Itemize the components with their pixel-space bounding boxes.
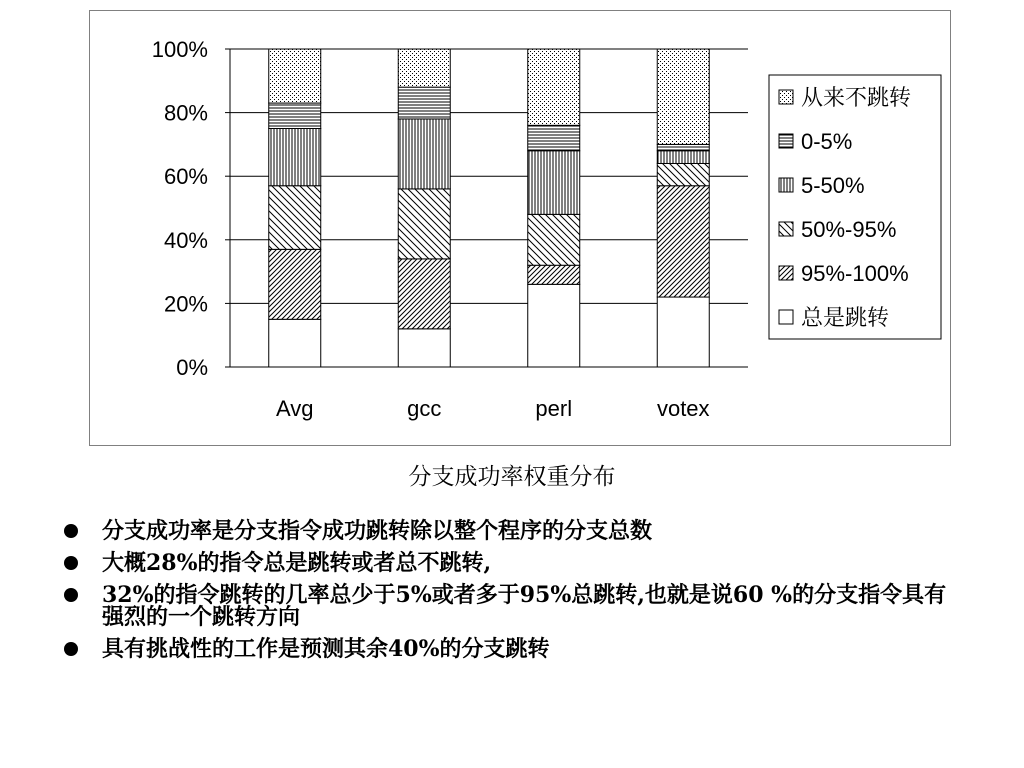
y-tick-label: 100% — [151, 37, 208, 62]
bar-segment — [528, 151, 580, 215]
bar-segment — [269, 129, 321, 186]
bar-segment — [528, 214, 580, 265]
legend-swatch — [779, 178, 793, 192]
bar-segment — [657, 49, 709, 144]
bar-segment — [398, 49, 450, 87]
bullet-list — [62, 520, 962, 670]
legend-swatch — [779, 90, 793, 104]
legend-label: 5-50% — [801, 173, 865, 198]
legend-box — [769, 75, 941, 339]
bar-segment — [269, 103, 321, 128]
bar-segment — [398, 329, 450, 367]
bullet-icon — [64, 556, 78, 570]
bar-segment — [269, 49, 321, 103]
y-tick-label: 20% — [163, 291, 208, 317]
legend-swatch — [779, 222, 793, 236]
bar-segment — [269, 249, 321, 319]
x-tick-label: votex — [656, 396, 710, 421]
bar-segment — [657, 163, 709, 185]
bullet-item — [62, 520, 962, 542]
y-tick-label: 0% — [176, 355, 208, 380]
legend-swatch — [779, 310, 793, 324]
legend-label: 50%-95% — [801, 217, 897, 242]
bar-segment — [528, 284, 580, 367]
bar-segment — [269, 186, 321, 250]
bar-segment — [528, 265, 580, 284]
bullet-icon — [64, 524, 78, 538]
chart-caption: 分支成功率权重分布 — [408, 464, 616, 490]
y-tick-label: 60% — [163, 164, 208, 190]
legend-label: 0-5% — [801, 129, 853, 154]
bar-segment — [528, 49, 580, 125]
bar-segment — [398, 259, 450, 329]
bar-segment — [528, 125, 580, 150]
bar-segment — [398, 87, 450, 119]
y-tick-label: 40% — [163, 227, 208, 253]
bar-segment — [657, 144, 709, 150]
legend-label: 从来不跳转 — [801, 85, 912, 110]
bar-segment — [657, 151, 709, 164]
legend-swatch — [779, 266, 793, 280]
bullet-icon — [64, 588, 78, 602]
legend-label: 95%-100% — [801, 261, 909, 286]
x-tick-label: perl — [535, 396, 573, 421]
x-tick-label: Avg — [275, 396, 314, 421]
bullet-text: 32%的指令跳转的几率总少于5%或者多于95%总跳转,也就是说60 %的分支指令具有强烈的一个跳转方向 — [102, 582, 947, 630]
bar-segment — [657, 297, 709, 367]
bullet-text: 分支成功率是分支指令成功跳转除以整个程序的分支总数 — [102, 518, 653, 544]
bar-segment — [657, 186, 709, 297]
bar-segment — [398, 119, 450, 189]
stacked-bar-chart — [90, 11, 950, 445]
y-tick-label: 80% — [163, 100, 208, 126]
legend-swatch — [779, 134, 793, 148]
chart-area — [89, 10, 951, 446]
bullet-item — [62, 638, 962, 660]
bar-segment — [398, 189, 450, 259]
bullet-icon — [64, 642, 78, 656]
bar-segment — [269, 319, 321, 367]
bullet-item — [62, 584, 962, 628]
bullet-text: 大概28%的指令总是跳转或者总不跳转, — [102, 550, 492, 576]
bullet-item — [62, 552, 962, 574]
x-tick-label: gcc — [407, 396, 442, 421]
legend-label: 总是跳转 — [801, 305, 890, 330]
bullet-text: 具有挑战性的工作是预测其余40%的分支跳转 — [102, 636, 550, 662]
